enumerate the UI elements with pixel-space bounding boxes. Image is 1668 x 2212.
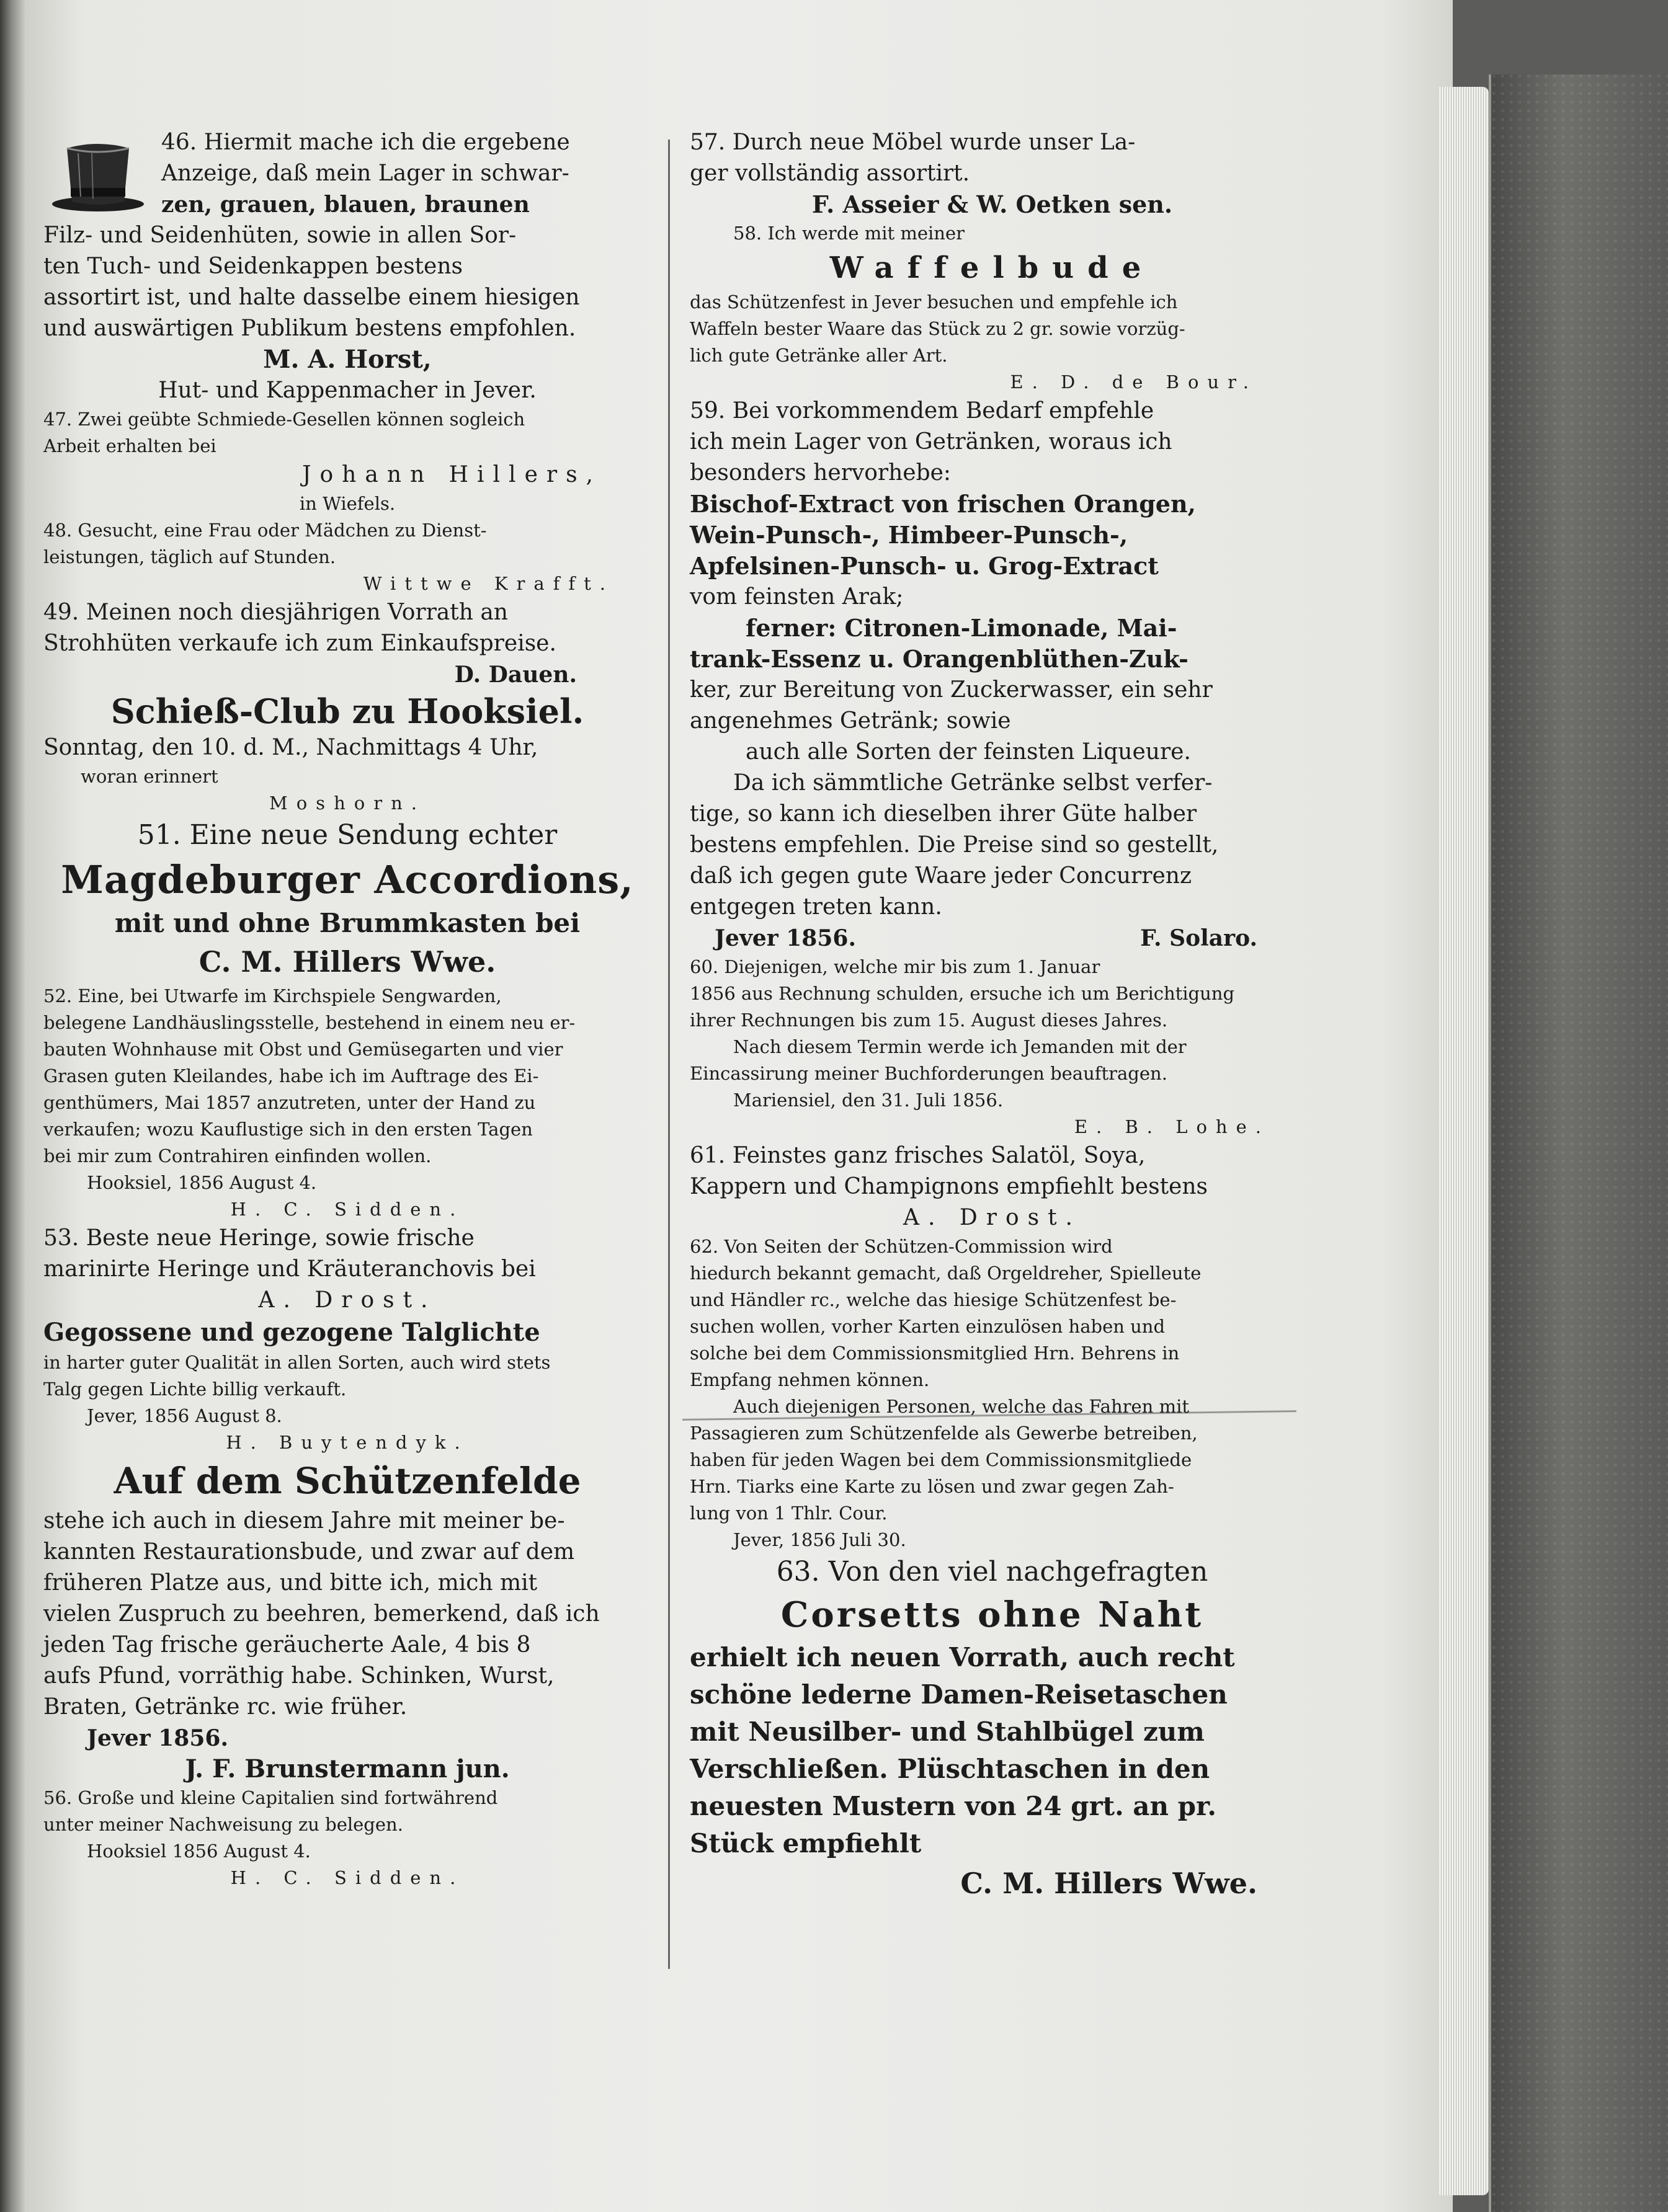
ad-59-line: ferner: Citronen-Limonade, Mai- [746,614,1177,642]
ad-46-line: 46. Hiermit mache ich die ergebene [161,130,570,155]
ad-55-line: stehe ich auch in diesem Jahre mit meiner be- [43,1508,565,1534]
ad-46-trade: Hut- und Kappenmacher in Jever. [158,378,537,403]
ad-63-text: erhielt ich neuen Vorrath, auch recht [690,1642,1235,1672]
ad-55-line: aufs Pfund, vorräthig habe. Schinken, Wurst, [43,1663,555,1689]
ad-59-line: entgegen treten kann. [690,894,942,920]
ad-63-text: neuesten Mustern von 24 grt. an pr. [690,1791,1216,1821]
ad-52-line: verkaufen; wozu Kauflustige sich in den ersten Tagen [43,1119,533,1140]
ad-52-line: bauten Wohnhause mit Obst und Gemüsegarten und vier [43,1039,563,1060]
ad-60-dateline: Mariensiel, den 31. Juli 1856. [733,1090,1004,1111]
ad-58-text: das Schützenfest in Jever besuchen und empfehle ich [690,291,1178,313]
ad-50-signature: Moshorn. [269,793,426,814]
ad-58-headline: Waffelbude [829,251,1155,285]
ad-56-line: 56. Große und kleine Capitalien sind fortwährend [43,1787,498,1808]
ad-46-line: Filz- und Seidenhüten, sowie in allen Sor- [43,223,517,248]
ad-49-line: Strohhüten verkaufe ich zum Einkaufspreise. [43,631,556,656]
ad-57-signature: F. Asseier & W. Oetken sen. [811,190,1173,218]
ad-61-line: Kappern und Champignons empfiehlt bestens [690,1174,1208,1199]
ad-59-line: trank-Essenz u. Orangenblüthen-Zuk- [690,645,1189,673]
ad-60-line: ihrer Rechnungen bis zum 15. August dieses Jahres. [690,1010,1168,1031]
ad-59-line: angenehmes Getränk; sowie [690,708,1011,734]
ad-49 [43,597,651,690]
ad-46-line: assortirt ist, und halte dasselbe einem hiesigen [43,285,580,310]
ad-46-signature: M. A. Horst, [263,345,432,374]
ad-56-line: unter meiner Nachweisung zu belegen. [43,1814,403,1835]
ad-58-signature: E. D. de Bour. [1010,371,1257,393]
ad-63-signature: C. M. Hillers Wwe. [960,1867,1257,1900]
ad-55-line: jeden Tag frische geräucherte Aale, 4 bis 8 [43,1632,531,1658]
ad-54-dateline: Jever, 1856 August 8. [87,1405,282,1426]
ad-60-line: 1856 aus Rechnung schulden, ersuche ich um Berichtigung [690,983,1235,1004]
ad-50-headline: Schieß-Club zu Hooksiel. [110,691,584,731]
ad-58 [690,220,1295,396]
ad-62-line: Empfang nehmen können. [690,1369,930,1390]
ad-59-footer [690,923,1295,954]
ad-59-line: Apfelsinen-Punsch- u. Grog-Extract [690,552,1159,580]
ad-59 [690,396,1295,954]
ad-56-dateline: Hooksiel 1856 August 4. [87,1841,311,1862]
ad-63-text: schöne lederne Damen-Reisetaschen [690,1679,1228,1710]
ad-59-line: bestens empfehlen. Die Preise sind so gestellt, [690,832,1219,858]
ad-52 [43,983,651,1223]
ad-57-line: 57. Durch neue Möbel wurde unser La- [690,130,1136,155]
ad-60-signature: E. B. Lohe. [1074,1116,1270,1137]
ad-59-line: ich mein Lager von Getränken, woraus ich [690,429,1172,455]
ad-46 [43,127,651,406]
ad-46-line: zen, grauen, blauen, braunen [161,192,530,218]
ad-62-line: lung von 1 Thlr. Cour. [690,1503,888,1524]
ad-52-signature: H. C. Sidden. [230,1199,465,1220]
ad-59-signature: F. Solaro. [1140,925,1257,951]
ad-63-text: Verschließen. Plüschtaschen in den [690,1754,1210,1784]
ad-54-headline: Gegossene und gezogene Talglichte [43,1318,540,1347]
ad-58-text: Waffeln bester Waare das Stück zu 2 gr. sowie vorzüg- [690,318,1185,339]
ad-59-line: besonders hervorhebe: [690,460,952,486]
ad-60-line: Nach diesem Termin werde ich Jemanden mit der [733,1036,1187,1057]
ad-54-line: Talg gegen Lichte billig verkauft. [43,1379,347,1400]
ad-52-line: belegene Landhäuslingsstelle, bestehend in einem neu er- [43,1012,576,1033]
ad-54 [43,1316,651,1456]
ad-46-line: und auswärtigen Publikum bestens empfohlen. [43,316,576,341]
ad-60-line: Eincassirung meiner Buchforderungen beauftragen. [690,1063,1167,1084]
ad-50 [43,690,651,817]
top-hat-icon [48,135,148,214]
ad-47-line: 47. Zwei geübte Schmiede-Gesellen können sogleich [43,409,525,430]
ad-59-line: tige, so kann ich dieselben ihrer Güte halber [690,801,1197,827]
ad-62-dateline: Jever, 1856 Juli 30. [733,1529,906,1550]
ad-55-line: vielen Zuspruch zu beehren, bemerkend, daß ich [43,1601,600,1627]
ad-57-line: ger vollständig assortirt. [690,161,970,186]
ad-56-signature: H. C. Sidden. [230,1867,465,1888]
ad-59-line: Da ich sämmtliche Getränke selbst verfer- [733,770,1213,796]
ad-59-line: vom feinsten Arak; [690,584,904,610]
ad-55-line: Braten, Getränke rc. wie früher. [43,1694,408,1720]
ad-62-line: suchen wollen, vorher Karten einzulösen haben und [690,1316,1166,1337]
ad-59-line: daß ich gegen gute Waare jeder Concurrenz [690,863,1192,889]
ad-62 [690,1233,1295,1553]
ad-61-line: 61. Feinstes ganz frisches Salatöl, Soya, [690,1143,1146,1168]
right-column [690,127,1295,1904]
ad-51 [43,817,651,983]
ad-49-line: 49. Meinen noch diesjährigen Vorrath an [43,600,508,625]
ad-53-line: marinirte Heringe und Kräuteranchovis bei [43,1256,536,1282]
ad-52-line: 52. Eine, bei Utwarfe im Kirchspiele Sengwarden, [43,985,502,1006]
ad-47-place: in Wiefels. [299,493,396,514]
ad-59-line: ker, zur Bereitung von Zuckerwasser, ein sehr [690,677,1213,703]
ad-51-subline: mit und ohne Brummkasten bei [114,908,581,938]
book-spine-shadow [0,0,26,2212]
ad-52-line: genthümers, Mai 1857 anzutreten, unter der Hand zu [43,1092,536,1113]
ad-61-signature: A. Drost. [903,1205,1081,1230]
ad-48 [43,517,651,597]
ad-56 [43,1785,651,1891]
ad-47-line: Arbeit erhalten bei [43,435,216,456]
ad-58-line: 58. Ich werde mit meiner [733,223,965,244]
ad-52-line: bei mir zum Contrahiren einfinden wollen. [43,1145,432,1166]
ad-47-signature: Johann Hillers, [302,462,602,487]
ad-55-signature: J. F. Brunstermann jun. [185,1754,510,1783]
ad-59-line: 59. Bei vorkommendem Bedarf empfehle [690,398,1154,424]
ad-46-line: ten Tuch- und Seidenkappen bestens [43,254,463,279]
ad-51-headline: Magdeburger Accordions, [61,857,634,902]
ad-54-line: in harter guter Qualität in allen Sorten, auch wird stets [43,1352,551,1373]
ad-62-line: haben für jeden Wagen bei dem Commissionsmitgliede [690,1449,1192,1470]
ad-48-line: leistungen, täglich auf Stunden. [43,546,336,567]
ad-62-line: solche bei dem Commissionsmitglied Hrn. Behrens in [690,1343,1180,1364]
ad-59-line: auch alle Sorten der feinsten Liqueure. [746,739,1191,765]
ad-57 [690,127,1295,220]
ad-59-dateline: Jever 1856. [715,925,856,951]
ad-60-line: 60. Diejenigen, welche mir bis zum 1. Januar [690,956,1100,977]
ad-58-text: lich gute Getränke aller Art. [690,345,948,366]
ad-60 [690,954,1295,1140]
ad-51-line: 51. Eine neue Sendung echter [137,819,558,851]
book-cover [1489,74,1668,2212]
ad-61 [690,1140,1295,1233]
ad-59-line: Wein-Punsch-, Himbeer-Punsch-, [690,521,1128,549]
ad-50-line: Sonntag, den 10. d. M., Nachmittags 4 Uhr, [43,735,538,760]
ad-52-line: Grasen guten Kleilandes, habe ich im Auftrage des Ei- [43,1065,539,1086]
ad-59-line: Bischof-Extract von frischen Orangen, [690,490,1196,518]
ad-53 [43,1223,651,1316]
ad-55 [43,1456,651,1785]
page-edges [1439,87,1489,2195]
column-rule [668,140,670,1969]
ad-51-signature: C. M. Hillers Wwe. [198,945,496,979]
ad-62-line: Auch diejenigen Personen, welche das Fahren mit [733,1396,1189,1417]
ad-62-line: und Händler rc., welche das hiesige Schützenfest be- [690,1289,1177,1310]
ad-50-note: woran erinnert [81,766,218,787]
ad-62-line: 62. Von Seiten der Schützen-Commission wird [690,1236,1113,1257]
ad-55-line: früheren Platze aus, und bitte ich, mich mit [43,1570,538,1596]
ad-46-line: Anzeige, daß mein Lager in schwar- [161,161,569,186]
ad-62-line: Hrn. Tiarks eine Karte zu lösen und zwar gegen Zah- [690,1476,1174,1497]
ad-48-signature: Wittwe Krafft. [363,573,614,594]
ad-63 [690,1553,1295,1904]
ad-54-signature: H. Buytendyk. [226,1432,469,1453]
ad-63-headline: Corsetts ohne Naht [780,1594,1204,1635]
ad-63-line: 63. Von den viel nachgefragten [776,1556,1208,1588]
left-column [43,127,651,1891]
ad-49-signature: D. Dauen. [454,662,577,688]
ad-48-line: 48. Gesucht, eine Frau oder Mädchen zu Dienst- [43,520,487,541]
ad-47 [43,406,651,517]
ad-53-line: 53. Beste neue Heringe, sowie frische [43,1225,475,1251]
ad-63-text: mit Neusilber- und Stahlbügel zum [690,1717,1205,1747]
ad-62-line: Passagieren zum Schützenfelde als Gewerbe betreiben, [690,1423,1198,1444]
ad-62-line: hiedurch bekannt gemacht, daß Orgeldreher, Spielleute [690,1263,1202,1284]
ad-55-headline: Auf dem Schützenfelde [114,1460,581,1502]
ad-52-dateline: Hooksiel, 1856 August 4. [87,1172,317,1193]
ad-55-line: kannten Restaurationsbude, und zwar auf dem [43,1539,575,1565]
ad-53-signature: A. Drost. [258,1287,437,1313]
ad-63-text: Stück empfiehlt [690,1828,922,1859]
ad-55-dateline: Jever 1856. [87,1725,228,1751]
